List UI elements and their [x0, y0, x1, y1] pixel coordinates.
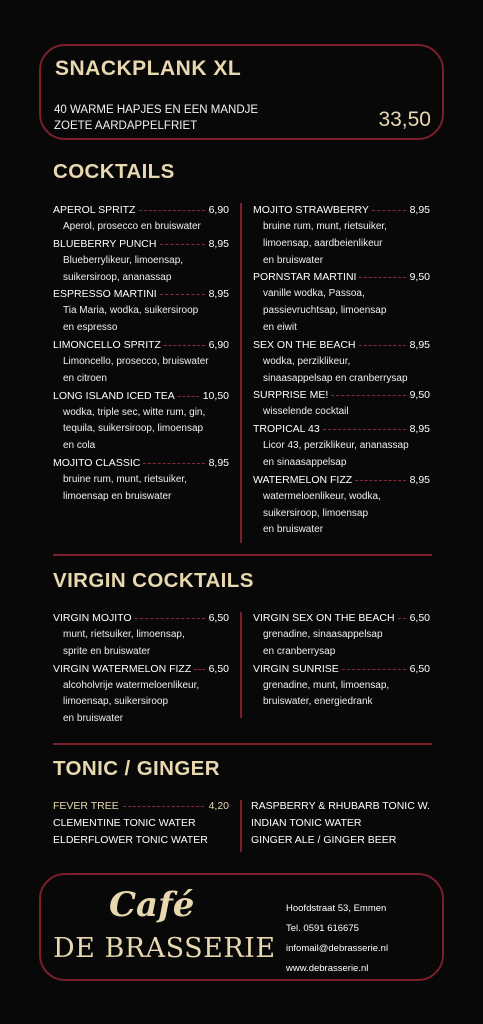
leader-dots	[164, 345, 205, 346]
menu-item-description: limoensap en bruiswater	[63, 490, 172, 502]
tonic-item-name: ELDERFLOWER TONIC WATER	[53, 834, 208, 846]
menu-item-description: grenadine, munt, limoensap,	[263, 679, 390, 691]
tonic-item-price: 4,20	[208, 800, 229, 812]
leader-dots	[355, 480, 405, 481]
menu-item-description: wisselende cocktail	[263, 406, 349, 418]
menu-item-name: WATERMELON FIZZ	[253, 473, 353, 486]
menu-item-name: SEX ON THE BEACH	[253, 338, 356, 351]
menu-item-description: passievruchtsap, limoensap	[263, 305, 387, 317]
snackplank-box	[39, 44, 444, 140]
footer-box	[39, 873, 444, 981]
menu-item-price: 6,90	[208, 204, 229, 216]
menu-item	[53, 661, 229, 728]
menu-item-price: 6,50	[208, 612, 229, 624]
menu-item-description: en bruiswater	[263, 524, 324, 536]
menu-item-header	[53, 610, 229, 627]
menu-item-description: en cranberrysap	[263, 645, 336, 657]
menu-item-name: SURPRISE ME!	[253, 389, 329, 402]
leader-dots	[160, 294, 205, 295]
menu-item-description: watermeloenlikeur, wodka,	[263, 490, 381, 502]
cocktails-heading: COCKTAILS	[53, 160, 175, 183]
menu-item-description: limoensap, aardbeienlikeur	[263, 237, 383, 249]
virgin-cocktails-heading: VIRGIN COCKTAILS	[53, 569, 254, 592]
menu-item	[253, 269, 430, 336]
menu-item-price: 6,50	[208, 662, 229, 675]
menu-item-description: suikersiroop, ananassap	[63, 271, 172, 283]
menu-item	[53, 202, 229, 236]
leader-dots	[135, 618, 205, 619]
menu-item-header	[53, 286, 229, 303]
menu-item-description: en sinaasappelsap	[263, 456, 347, 468]
menu-item-name: MOJITO CLASSIC	[53, 456, 141, 469]
menu-item-name: LIMONCELLO SPRITZ	[53, 338, 161, 351]
menu-item-header	[253, 202, 430, 219]
menu-item-name: PORNSTAR MARTINI	[253, 271, 357, 284]
menu-item-price: 8,95	[409, 338, 430, 351]
tonic-item-name: CLEMENTINE TONIC WATER	[53, 817, 196, 829]
menu-item-description: en bruiswater	[63, 713, 124, 725]
menu-item-name: ESPRESSO MARTINI	[53, 288, 157, 301]
menu-item	[253, 387, 430, 421]
menu-item-header	[253, 387, 430, 404]
menu-item-description: wodka, perziklikeur,	[263, 355, 351, 367]
tonic-item-name: GINGER ALE / GINGER BEER	[251, 834, 397, 846]
menu-item-header	[53, 388, 229, 405]
menu-item-name: VIRGIN WATERMELON FIZZ	[53, 662, 192, 675]
menu-item-price: 9,50	[409, 389, 430, 402]
menu-item-price: 8,95	[409, 204, 430, 216]
menu-item-description: en citroen	[63, 372, 107, 384]
cocktails-right-column	[253, 202, 430, 539]
menu-item-price: 8,95	[208, 456, 229, 469]
logo-brasserie: DE BRASSERIE	[53, 933, 276, 964]
menu-item-description: suikersiroop, limoensap	[263, 507, 369, 519]
menu-item-price: 8,95	[409, 423, 430, 436]
menu-item-description: Licor 43, perziklikeur, ananassap	[263, 440, 409, 452]
menu-item-header	[53, 661, 229, 678]
menu-item-description: vanille wodka, Passoa,	[263, 288, 365, 300]
cocktails-column-divider	[240, 203, 242, 543]
leader-dots	[359, 277, 405, 278]
leader-dots	[143, 463, 204, 464]
tonic-item	[251, 798, 436, 815]
leader-dots	[342, 669, 406, 670]
menu-item-header	[53, 337, 229, 354]
leader-dots	[359, 345, 406, 346]
menu-item-price: 8,95	[208, 237, 229, 250]
menu-item	[53, 455, 229, 506]
menu-item	[253, 661, 430, 712]
menu-item-header	[253, 269, 430, 286]
tonic-item-name: FEVER TREE	[53, 800, 119, 812]
tonic-item-name: INDIAN TONIC WATER	[251, 817, 362, 829]
leader-dots	[139, 210, 205, 211]
leader-dots	[160, 244, 205, 245]
menu-item-name: LONG ISLAND ICED TEA	[53, 389, 175, 402]
logo-cafe: Café	[109, 885, 195, 925]
menu-item-description: Tia Maria, wodka, suikersiroop	[63, 305, 199, 317]
leader-dots	[178, 396, 199, 397]
menu-item-name: VIRGIN MOJITO	[53, 612, 132, 624]
menu-item-header	[253, 472, 430, 489]
leader-dots	[398, 618, 406, 619]
snackplank-price: 33,50	[378, 108, 431, 131]
menu-item-description: en bruiswater	[263, 254, 324, 266]
tonic-item	[251, 832, 436, 849]
phone: Tel. 0591 616675	[286, 923, 359, 934]
virgin-column-divider	[240, 612, 242, 718]
leader-dots	[123, 806, 204, 807]
tonic-item	[53, 815, 229, 832]
leader-dots	[323, 429, 405, 430]
virgin-left-column	[53, 610, 229, 728]
cocktails-left-column	[53, 202, 229, 506]
menu-item-name: APEROL SPRITZ	[53, 204, 136, 216]
menu-item-description: bruine rum, munt, rietsuiker,	[63, 473, 187, 485]
menu-item	[53, 337, 229, 388]
section-divider	[53, 743, 432, 745]
tonic-ginger-heading: TONIC / GINGER	[53, 757, 220, 780]
menu-item-header	[253, 610, 430, 627]
menu-item	[53, 236, 229, 287]
menu-item-name: MOJITO STRAWBERRY	[253, 204, 369, 216]
menu-item-description: tequila, suikersiroop, limoensap	[63, 423, 204, 435]
snackplank-desc-line: 40 WARME HAPJES EN EEN MANDJE	[54, 104, 259, 116]
email: infomail@debrasserie.nl	[286, 943, 389, 954]
contact-block	[286, 899, 388, 979]
menu-item	[53, 286, 229, 337]
menu-item-description: sprite en bruiswater	[63, 645, 151, 657]
menu-item-price: 6,50	[409, 662, 430, 675]
tonic-item	[53, 832, 229, 849]
menu-item	[253, 472, 430, 539]
menu-item-description: en espresso	[63, 322, 118, 334]
tonic-item	[53, 798, 229, 815]
snackplank-title: SNACKPLANK XL	[55, 57, 242, 80]
menu-item-description: grenadine, sinaasappelsap	[263, 629, 383, 640]
menu-item-description: munt, rietsuiker, limoensap,	[63, 629, 185, 640]
tonic-right-column	[251, 798, 436, 849]
menu-item-description: Aperol, prosecco en bruiswater	[63, 221, 201, 232]
menu-item-description: en eiwit	[263, 321, 297, 333]
menu-item-price: 6,90	[208, 338, 229, 351]
menu-item-description: bruiswater, energiedrank	[263, 696, 373, 708]
menu-item-price: 6,50	[409, 612, 430, 624]
menu-item-price: 10,50	[202, 389, 229, 402]
menu-item-name: VIRGIN SUNRISE	[253, 662, 339, 675]
menu-item-price: 8,95	[208, 288, 229, 301]
menu-item-description: en cola	[63, 440, 96, 452]
menu-item-description: Blueberrylikeur, limoensap,	[63, 254, 184, 266]
menu-item-description: bruine rum, munt, rietsuiker,	[263, 221, 387, 232]
tonic-item-name: RASPBERRY & RHUBARB TONIC W.	[251, 800, 430, 812]
menu-item-header	[253, 337, 430, 354]
menu-item	[253, 337, 430, 388]
menu-item-header	[53, 202, 229, 219]
menu-item	[53, 388, 229, 455]
menu-item-description: alcoholvrije watermeloenlikeur,	[63, 679, 200, 691]
menu-item	[253, 421, 430, 472]
menu-item-name: TROPICAL 43	[253, 423, 320, 436]
menu-item	[53, 610, 229, 661]
menu-item-name: VIRGIN SEX ON THE BEACH	[253, 612, 395, 624]
menu-item	[253, 202, 430, 269]
tonic-left-column	[53, 798, 229, 849]
snackplank-description	[54, 102, 258, 134]
menu-item-header	[253, 661, 430, 678]
menu-item-description: Limoncello, prosecco, bruiswater	[63, 355, 209, 367]
snackplank-desc-line: ZOETE AARDAPPELFRIET	[54, 120, 198, 132]
leader-dots	[331, 395, 405, 396]
virgin-right-column	[253, 610, 430, 711]
menu-item-description: sinaasappelsap en cranberrysap	[263, 372, 408, 384]
menu-item-description: wodka, triple sec, witte rum, gin,	[63, 406, 206, 418]
address: Hoofdstraat 53, Emmen	[286, 903, 387, 914]
leader-dots	[194, 669, 204, 670]
menu-item-header	[53, 455, 229, 472]
menu-item-name: BLUEBERRY PUNCH	[53, 237, 157, 250]
menu-item-price: 9,50	[409, 271, 430, 284]
tonic-column-divider	[240, 800, 242, 852]
leader-dots	[372, 210, 406, 211]
menu-item-price: 8,95	[409, 473, 430, 486]
menu-item-description: limoensap, suikersiroop	[63, 696, 169, 708]
website: www.debrasserie.nl	[286, 963, 369, 974]
tonic-item	[251, 815, 436, 832]
section-divider	[53, 554, 432, 556]
menu-item-header	[253, 421, 430, 438]
menu-item	[253, 610, 430, 661]
menu-item-header	[53, 236, 229, 253]
